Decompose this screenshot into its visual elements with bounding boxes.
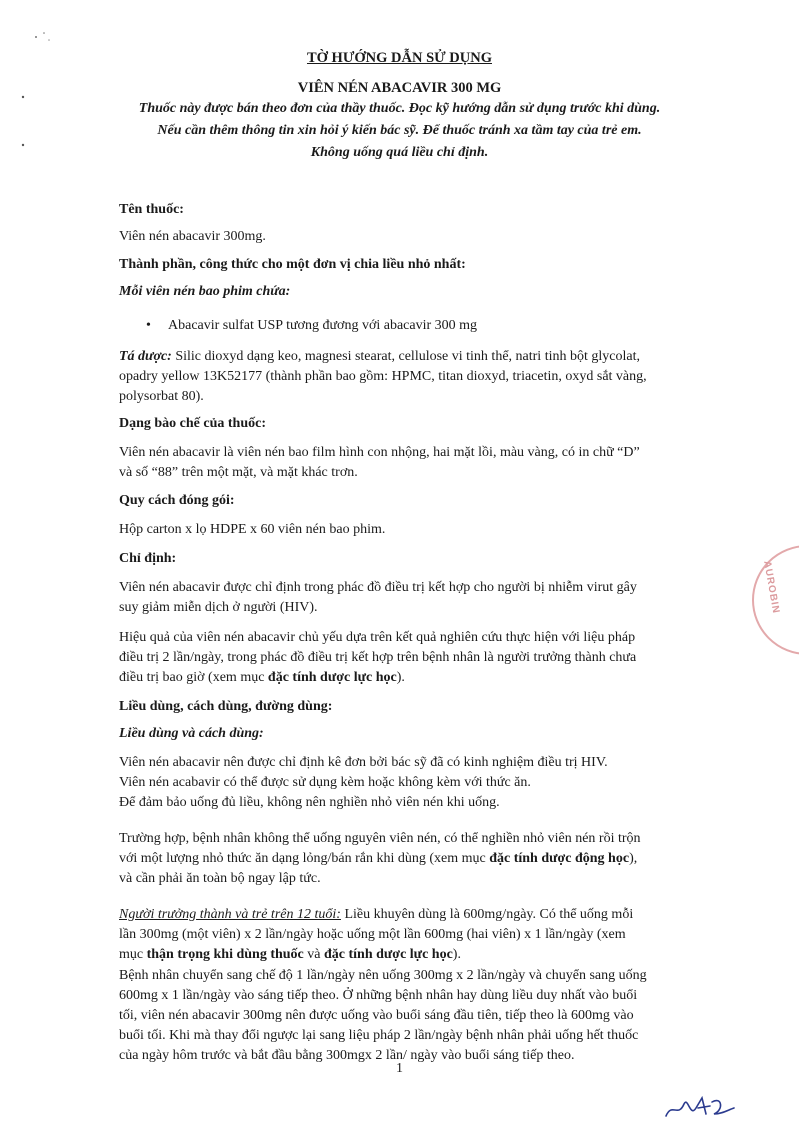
dosage-line-2: Viên nén acabavir có thể được sử dụng kèm hoặc không kèm với thức ăn. bbox=[119, 775, 531, 790]
document-title: TỜ HƯỚNG DẪN SỬ DỤNG bbox=[306, 50, 492, 66]
efficacy-line-1: Hiệu quả của viên nén abacavir chủ yếu dựa trên kết quả nghiên cứu thực hiện với liệu pháp bbox=[119, 630, 636, 645]
dosage-subheading: Liều dùng và cách dùng: bbox=[119, 726, 264, 741]
switch-line-4: buổi tối. Khi mà thay đổi ngược lại sang liệu pháp 2 lần/ngày bệnh nhân phải uống hết thuốc bbox=[119, 1028, 639, 1043]
efficacy-line-2: điều trị 2 lần/ngày, trong phác đồ điều trị kết hợp trên bệnh nhân là người trưởng thành chưa bbox=[119, 650, 637, 665]
adult-ref-pharmacodynamics: đặc tính dược lực học bbox=[324, 947, 453, 962]
drug-name-text: Viên nén abacavir 300mg. bbox=[119, 229, 266, 244]
dosage-line-1: Viên nén abacavir nên được chỉ định kê đơn bởi bác sỹ đã có kinh nghiệm điều trị HIV. bbox=[119, 755, 608, 770]
crush-line-2 bbox=[119, 849, 693, 869]
crush-ref-pharmacokinetics: đặc tính dược động học bbox=[489, 851, 630, 866]
stamp-text: AUROBIN bbox=[761, 560, 782, 615]
adult-line-3 bbox=[119, 945, 693, 965]
adult-line-1 bbox=[119, 905, 693, 925]
section-heading-packaging: Quy cách đóng gói: bbox=[119, 493, 235, 508]
switch-line-5: của ngày hôm trước và bắt đầu bằng 300mgx 2 lần/ ngày vào buổi sáng tiếp theo. bbox=[119, 1048, 575, 1063]
warning-line-2: Nếu cần thêm thông tin xin hỏi ý kiến bác sỹ. Để thuốc tránh xa tầm tay của trẻ em. bbox=[157, 123, 642, 138]
efficacy-text-3c: ). bbox=[396, 670, 405, 685]
dosage-line-3: Để đảm bảo uống đủ liều, không nên nghiền nhỏ viên nén khi uống. bbox=[119, 795, 500, 810]
handwritten-signature bbox=[660, 1088, 740, 1128]
dosage-form-line-2: và số “88” trên một mặt, và mặt khác trơn. bbox=[119, 465, 358, 480]
bullet-icon: • bbox=[146, 318, 151, 333]
excipients-line-2: opadry yellow 13K52177 (thành phần bao gồm: HPMC, titan dioxyd, triacetin, oxyd sắt vàng, bbox=[119, 369, 647, 384]
dosage-form-line-1: Viên nén abacavir là viên nén bao film hình con nhộng, hai mặt lồi, màu vàng, có in chữ “D” bbox=[119, 445, 640, 460]
excipients-label: Tá dược: bbox=[119, 349, 172, 364]
warning-line-1: Thuốc này được bán theo đơn của thầy thuốc. Đọc kỹ hướng dẫn sử dụng trước khi dùng. bbox=[138, 101, 661, 116]
adult-text-3a: mục bbox=[119, 947, 147, 962]
switch-line-1: Bệnh nhân chuyển sang chế độ 1 lần/ngày nên uống 300mg x 2 lần/ngày và chuyển sang uống bbox=[119, 968, 647, 983]
section-heading-composition: Thành phần, công thức cho một đơn vị chia liều nhỏ nhất: bbox=[119, 257, 466, 272]
adult-line-2: lần 300mg (một viên) x 2 lần/ngày hoặc uống một lần 600mg (hai viên) x 1 lần/ngày (xem bbox=[119, 927, 626, 942]
page-number: 1 bbox=[396, 1061, 403, 1076]
excipients-text-1: Silic dioxyd dạng keo, magnesi stearat, cellulose vi tinh thể, natri tinh bột glycolat, bbox=[171, 349, 640, 364]
indications-line-1: Viên nén abacavir được chỉ định trong phác đồ điều trị kết hợp cho người bị nhiễm virut gây bbox=[119, 580, 637, 595]
product-name: VIÊN NÉN ABACAVIR 300 MG bbox=[297, 80, 502, 96]
adult-text-3e: ). bbox=[452, 947, 461, 962]
section-heading-dosage-form: Dạng bào chế của thuốc: bbox=[119, 416, 267, 431]
crush-text-2c: ), bbox=[629, 851, 638, 866]
switch-line-3: tối, viên nén abacavir 300mg nên được uống vào buổi sáng đầu tiên, tiếp theo là 600mg vào bbox=[119, 1008, 634, 1023]
packaging-text: Hộp carton x lọ HDPE x 60 viên nén bao phim. bbox=[119, 522, 386, 537]
efficacy-line-3 bbox=[119, 668, 693, 688]
section-heading-name: Tên thuốc: bbox=[119, 202, 184, 217]
efficacy-text-3a: điều trị bao giờ (xem mục bbox=[119, 670, 268, 685]
warning-line-3: Không uống quá liều chỉ định. bbox=[310, 145, 489, 160]
adult-text-1: Liều khuyên dùng là 600mg/ngày. Có thể uống mỗi bbox=[340, 907, 634, 922]
adult-label: Người trưởng thành và trẻ trên 12 tuổi: bbox=[119, 907, 341, 922]
composition-bullet bbox=[146, 316, 477, 336]
indications-line-2: suy giảm miễn dịch ở người (HIV). bbox=[119, 600, 318, 615]
crush-text-2a: với một lượng nhỏ thức ăn dạng lỏng/bán rắn khi dùng (xem mục bbox=[119, 851, 490, 866]
excipients-line-3: polysorbat 80). bbox=[119, 389, 204, 404]
composition-subheading: Mỗi viên nén bao phim chứa: bbox=[119, 284, 291, 299]
switch-line-2: 600mg x 1 lần/ngày vào sáng tiếp theo. Ở những bệnh nhân hay dùng liều duy nhất vào buổi bbox=[119, 988, 638, 1003]
adult-text-3c: và bbox=[303, 947, 324, 962]
section-heading-dosage: Liều dùng, cách dùng, đường dùng: bbox=[119, 699, 333, 714]
bullet-text: Abacavir sulfat USP tương đương với abacavir 300 mg bbox=[168, 318, 478, 333]
crush-line-1: Trường hợp, bệnh nhân không thể uống nguyên viên nén, có thể nghiền nhỏ viên nén rồi trộn bbox=[119, 831, 641, 846]
crush-line-3: và cần phải ăn toàn bộ ngay lập tức. bbox=[119, 871, 321, 886]
section-heading-indications: Chỉ định: bbox=[119, 551, 177, 566]
adult-ref-precautions: thận trọng khi dùng thuốc bbox=[146, 947, 304, 962]
efficacy-ref-pharmacodynamics: đặc tính dược lực học bbox=[267, 670, 397, 685]
excipients-line-1 bbox=[119, 347, 693, 367]
